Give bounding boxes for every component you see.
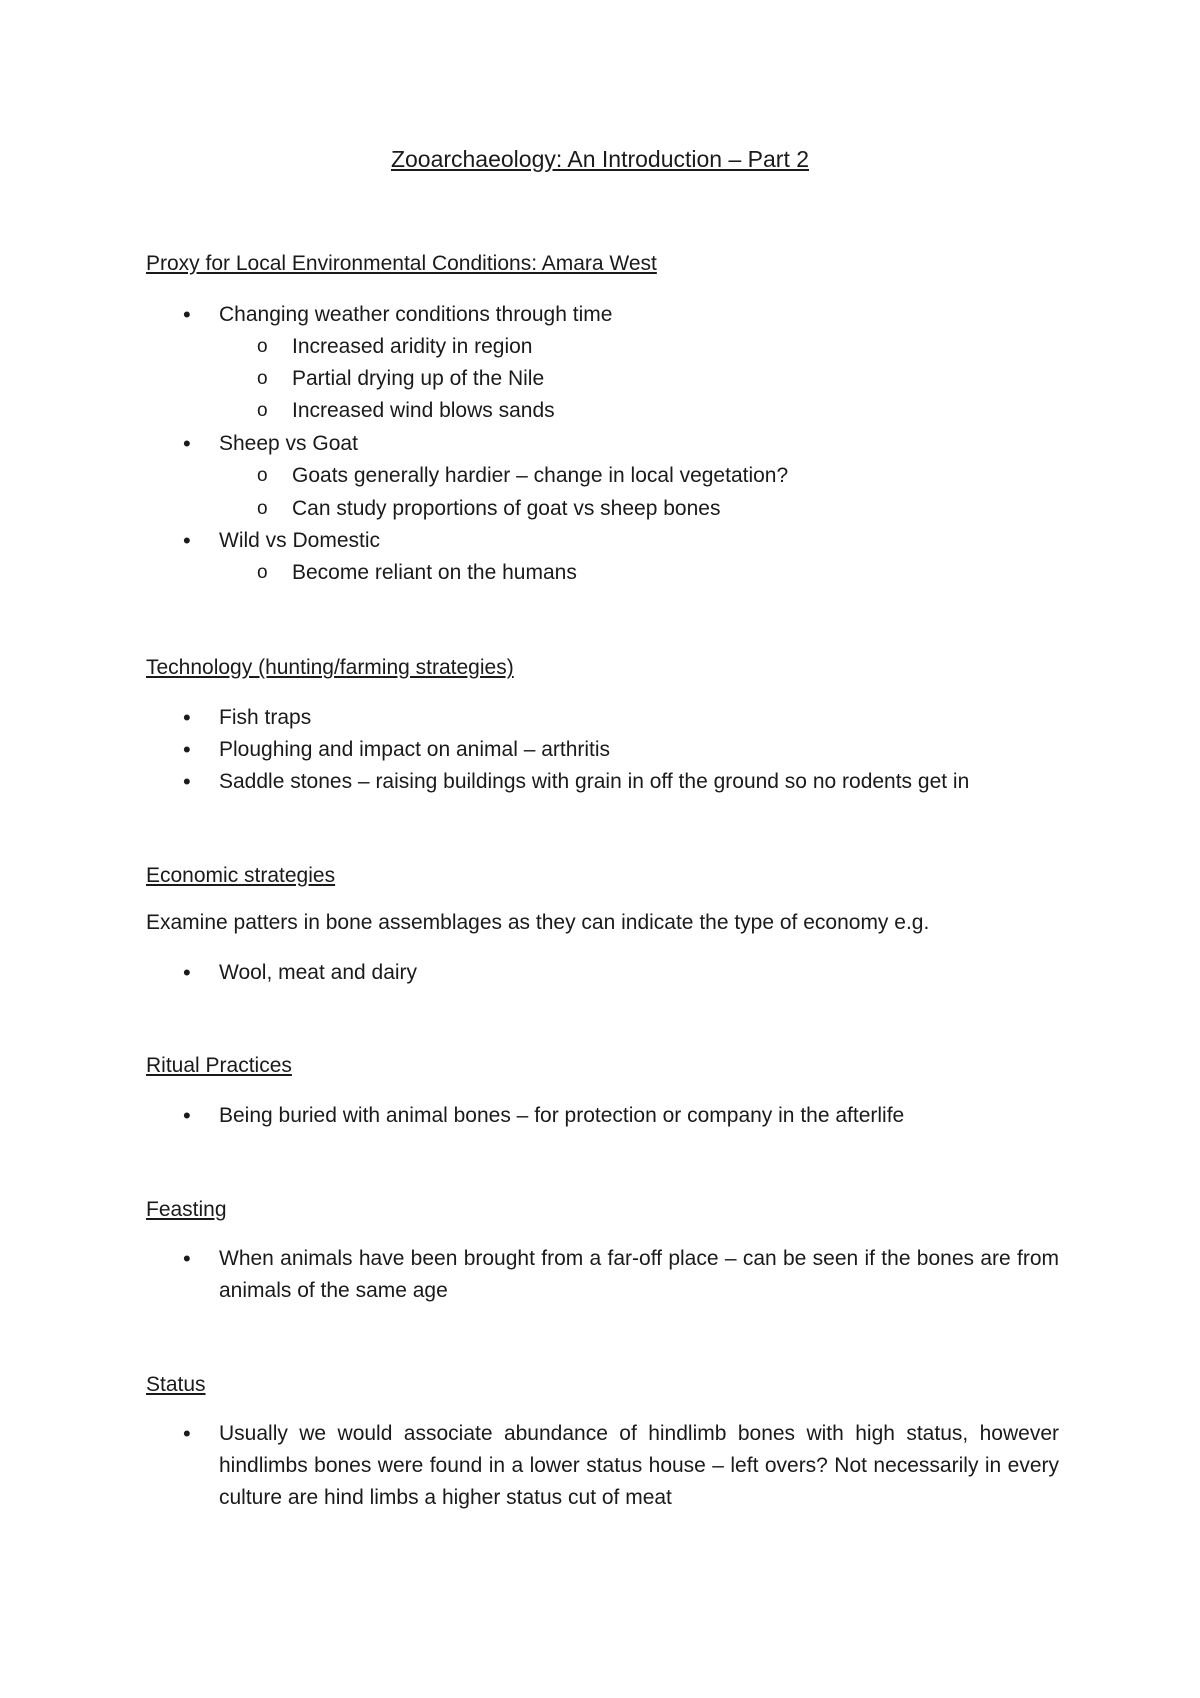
section-paragraph: Examine patters in bone assemblages as they can indicate the type of economy e.g. <box>146 911 930 934</box>
bullet-item: • Changing weather conditions through time <box>219 299 1059 331</box>
section-heading-technology: Technology (hunting/farming strategies) <box>146 656 514 679</box>
bullet-item: • Being buried with animal bones – for protection or company in the afterlife <box>219 1100 1059 1132</box>
sub-bullet-item: o Partial drying up of the Nile <box>292 363 544 395</box>
section-heading-feasting: Feasting <box>146 1198 227 1221</box>
bullet-item: • Fish traps <box>219 702 1059 734</box>
section-heading-economic: Economic strategies <box>146 864 336 887</box>
sub-bullet-item: o Can study proportions of goat vs sheep bones <box>292 493 720 525</box>
bullet-item: • Wild vs Domestic <box>219 525 1059 557</box>
section-heading-status: Status <box>146 1373 206 1396</box>
section-heading-ritual: Ritual Practices <box>146 1054 292 1077</box>
document-title: Zooarchaeology: An Introduction – Part 2 <box>390 146 810 172</box>
bullet-item: • Wool, meat and dairy <box>219 957 1059 989</box>
sub-bullet-item: o Increased wind blows sands <box>292 395 555 427</box>
bullet-item: • Usually we would associate abundance of hindlimb bones with high status, however hindlimbs bones were found in a lower status house – left overs? Not necessarily in every culture are hind limbs a higher status cut of meat <box>219 1418 1059 1514</box>
bullet-item: • Ploughing and impact on animal – arthritis <box>219 734 1059 766</box>
sub-bullet-item: o Become reliant on the humans <box>292 557 577 589</box>
sub-bullet-item: o Increased aridity in region <box>292 331 532 363</box>
section-heading-proxy: Proxy for Local Environmental Conditions: Amara West <box>146 252 657 275</box>
bullet-item: • Saddle stones – raising buildings with grain in off the ground so no rodents get in <box>219 766 1059 798</box>
bullet-item: • Sheep vs Goat <box>219 428 1059 460</box>
sub-bullet-item: o Goats generally hardier – change in local vegetation? <box>292 460 788 492</box>
bullet-item: • When animals have been brought from a far-off place – can be seen if the bones are from animals of the same age <box>219 1243 1059 1307</box>
